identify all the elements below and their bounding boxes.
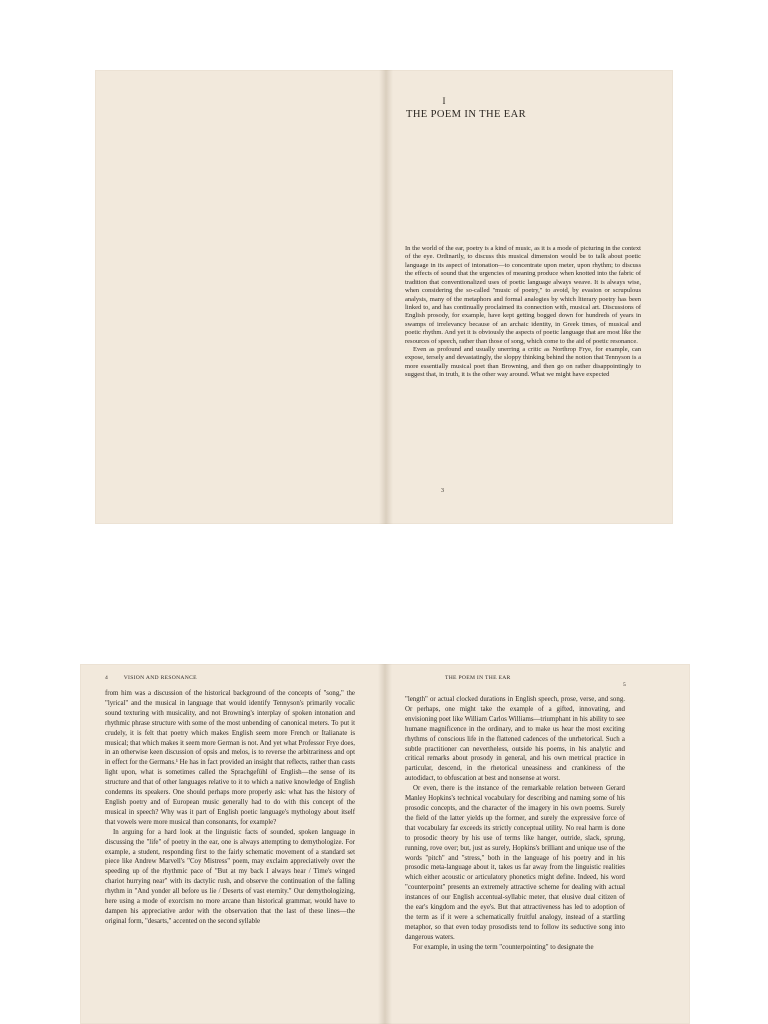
paragraph: For example, in using the term "counterpointing" to designate the xyxy=(413,943,594,951)
page-gutter xyxy=(378,664,392,1024)
left-running-head xyxy=(105,675,255,681)
book-spread-top xyxy=(95,70,673,524)
paragraph: In arguing for a hard look at the linguistic facts of sounded, spoken language in discussing the "life" of poetry in the ear, one is always attempting to demythologize. For example, a student, responding first to the fairly schematic movement of a standard set piece like Andrew Marvell's "Coy Mistress" poem, may exclaim appreciatively over the speeding up of the rhythmic pace of "But at my back I always hear / Time's winged chariot hurrying near" with its dactylic rush, and observe the continuation of the falling rhythm in "And yonder all before us lie / Deserts of vast eternity." Our demythologizing, here using a mode of exorcism no more arcane than historical grammar, would have to dampen his appreciative ardor with the observation that the last of these lines—the original form, "desarts," accented on the second syllable xyxy=(105,828,355,925)
left-page-number: 4 xyxy=(105,675,109,681)
page-3-body xyxy=(405,245,641,380)
book-spread-bottom xyxy=(80,664,690,1024)
right-page-number: 5 xyxy=(623,682,626,688)
chapter-number: I xyxy=(442,96,446,106)
page-number: 3 xyxy=(441,488,444,494)
page-gutter xyxy=(379,70,393,524)
paragraph: from him was a discussion of the historical background of the concepts of "song," the "lyrical" and the musical in language that would identify Tennyson's primarily vocalic sound texturing with musicality, and not Browning's interplay of spoken intonation and rhythmic phrase structure with some of the most unbending of canonical meters. To put it crudely, it is felt that poetry which makes English seem more French or Italianate is musical; that which makes it seem more German is not. And yet what Professor Frye does, in an otherwise keen discussion of opsis and melos, is to reverse the arbitrariness and opt in effect for the Germans.¹ He has in fact provided an insight that reflects, rather than casts light upon, what is sometimes called the Sprachgefühl of English—the sense of its structure and that of other languages relative to it to which a native knowledge of English condemns its speakers. One should perhaps more properly ask: what has the history of English poetry and of European music generally had to do with this concept of the musical in speech? Why was it part of English poetic language's mythology about itself that vowels were more musical than consonants, for example? xyxy=(105,690,355,826)
paragraph: "length" or actual clocked durations in English speech, prose, verse, and song. Or perhaps, one might take the example of a gifted, innovating, and envisioning poet like William Carlos Williams—triumphant in his ability to see humane magnificence in the ordinary, and to make us hear the most exciting rhythms of conscious life in the flattened cadences of the unrhetorical. Such a subtle practitioner can nevertheless, outside his poems, in his analytic and critical remarks about prosody in general, and his own metrical practice in particular, descend, in the rhetorical uneasiness and crankiness of the autodidact, to obfuscation at best and nonsense at worst. xyxy=(405,696,625,783)
paragraph: In the world of the ear, poetry is a kind of music, as it is a mode of picturing in the context of the eye. Ordinarily, to discuss this musical dimension would be to talk about poetic language in its aspect of intonation—to concentrate upon meter, upon rhythm; to discuss the effects of sound that the urgencies of meaning produce when knotted into the fabric of tradition that conventionalized uses of poetic language always weave. It is always wise, when considering the so-called "music of poetry," to avoid, by evasion or scrupulous analysis, many of the metaphors and formal analogies by which literary poetry has been linked to, and has continually proclaimed its connection with, musical art. Discussions of English prosody, for example, have kept getting bogged down for hundreds of years in swamps of irrelevancy because of an archaic identity, in Greek times, of musical and poetic rhythm. And yet it is obviously the aspects of poetic language that are most like the resources of speech, rather than those of song, which come to the aid of poetic resonance. xyxy=(405,245,641,345)
paragraph: Or even, there is the instance of the remarkable relation between Gerard Manley Hopkins's technical vocabulary for describing and naming some of his prosodic concepts, and the character of the imagery in his own poems. Surely the field of the latter yields up the former, and surely the expressive force of that vocabulary far exceeds its strictly conceptual utility. No real harm is done to prosodic theory by his use of terms like hanger, outride, slack, sprung, running, rove over; but, just as surely, Hopkins's brilliant and unique use of the words "pitch" and "stress," both in the language of his poetry and in his prosodic meta-language about it, takes us far away from the linguistic realities which either acoustic or articulatory phonetics might define. Indeed, his word "counterpoint" presents an extremely attractive scheme for dealing with actual instances of our English accentual-syllabic meter, that elusive dual citizen of the ear's kingdom and the eye's. But that attractiveness has led to adoption of the term as if it were a schematically fruitful analogy, instead of a startling metaphor, so that even today prosodists tend to follow its seductive song into dangerous waters. xyxy=(405,785,625,941)
page-5-body xyxy=(405,695,625,953)
right-running-title: THE POEM IN THE EAR xyxy=(445,675,511,681)
left-running-title: VISION AND RESONANCE xyxy=(123,675,197,681)
chapter-title: THE POEM IN THE EAR xyxy=(406,109,526,120)
paragraph: Even as profound and usually unerring a critic as Northrop Frye, for example, can expose, tersely and devastatingly, the sloppy thinking behind the notion that Tennyson is a more essentially musical poet than Browning, and then go on rather disappointingly to suggest that, in truth, it is the other way around. What we might have expected xyxy=(405,346,641,379)
page-4-body xyxy=(105,689,355,927)
